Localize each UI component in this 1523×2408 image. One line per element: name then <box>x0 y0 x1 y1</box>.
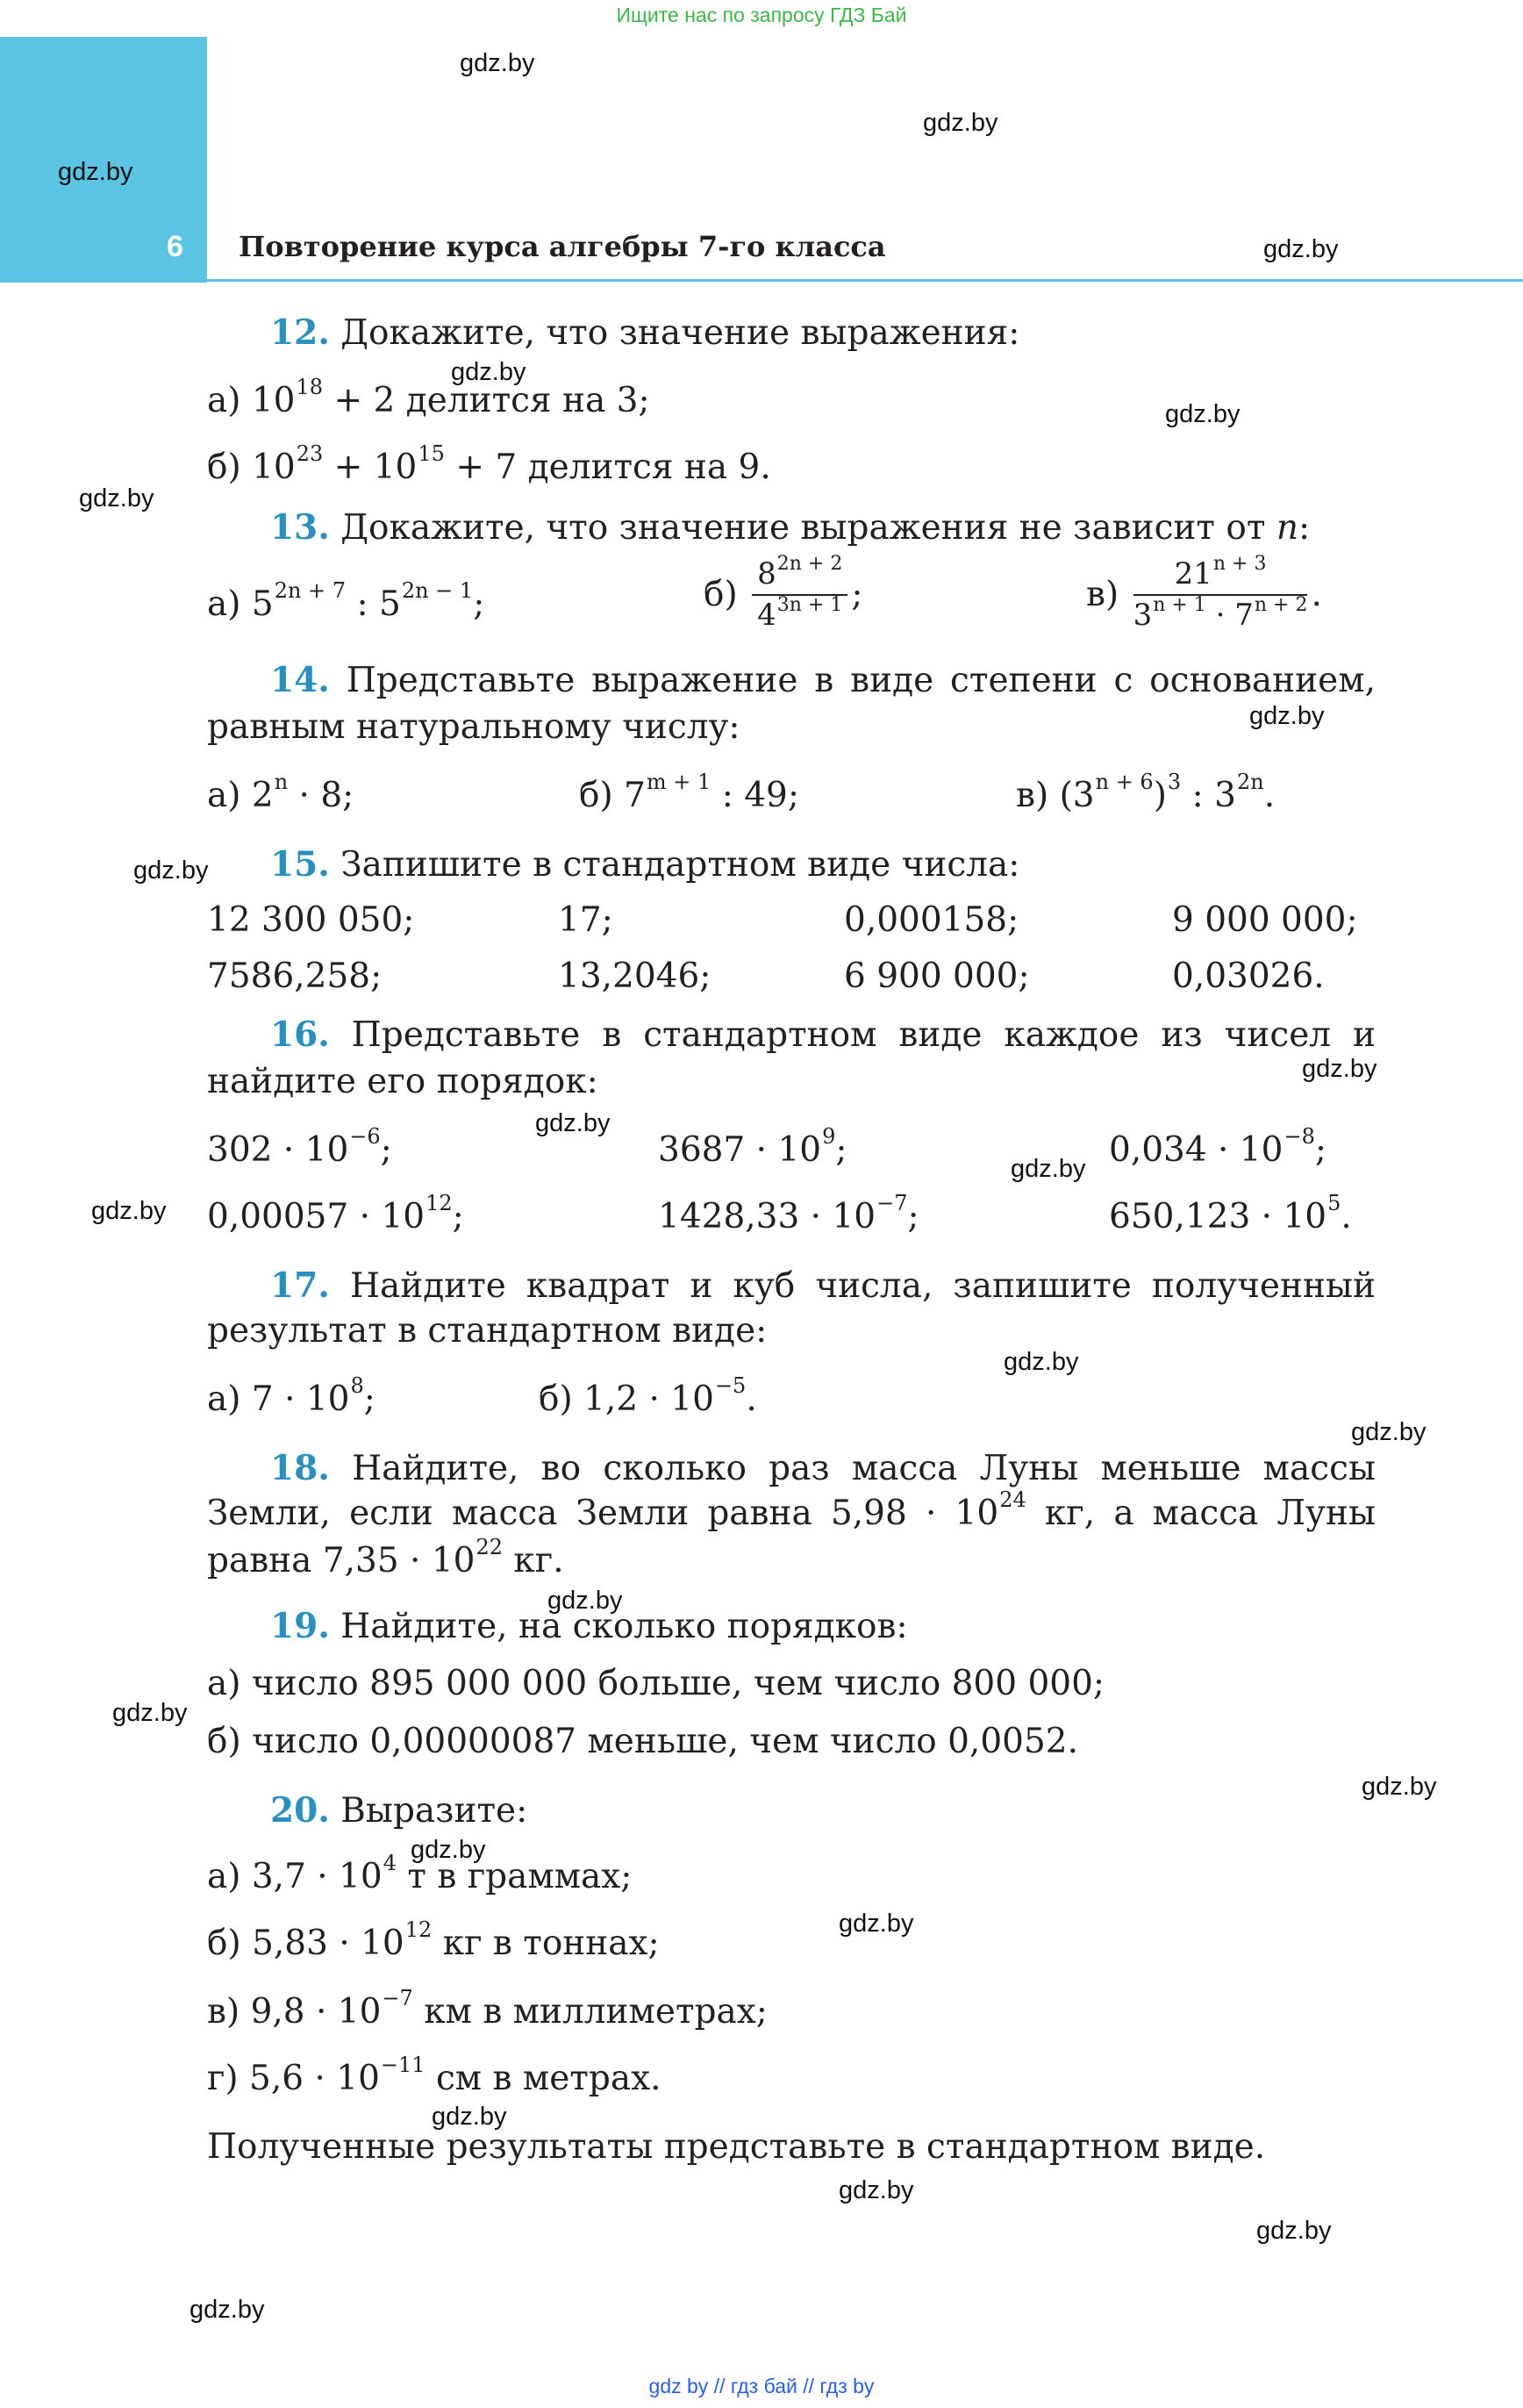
watermark: gdz.by <box>1256 2217 1332 2245</box>
problem-18-statement-2: Земли, если масса Земли равна $5,98 \cdot 10^{24}$ кг, а масса Луны <box>207 1487 1376 1533</box>
problem-13-a: а) $5^{2n + 7}$ : $5^{2n - 1}$; <box>207 578 485 624</box>
problem-13-c: в) $\frac{21^{n + 3}}{3^{n + 1} \cdot 7^{n + 2}}$ . <box>1086 553 1322 633</box>
watermark: gdz.by <box>923 109 998 137</box>
problem-20-final: Полученные результаты представьте в стандартном виде. <box>207 2127 1266 2167</box>
problem-14-statement-2: равным натуральному числу: <box>207 707 740 747</box>
problem-15-cell: 9 000 000; <box>1172 900 1358 940</box>
problem-15-cell: 0,000158; <box>844 900 1019 940</box>
fraction: $\frac{21^{n + 3}}{3^{n + 1} \cdot 7^{n + 2}}$ <box>1133 553 1308 633</box>
problem-19-b: б) число 0,00000087 меньше, чем число 0,0052. <box>207 1722 1078 1761</box>
page-number: 6 <box>167 230 183 263</box>
problem-16-item: $0,00057 \cdot 10^{12}$; <box>207 1191 464 1236</box>
problem-15-cell: 0,03026. <box>1172 957 1325 996</box>
watermark: gdz.by <box>1011 1155 1086 1183</box>
problem-15-cell: 12 300 050; <box>207 900 415 940</box>
watermark: gdz.by <box>133 856 209 885</box>
problem-14-a: а) $2^n \cdot 8$; <box>207 770 354 815</box>
problem-16-statement: 16. Представьте в стандартном виде каждое из чисел и <box>270 1014 1376 1055</box>
watermark: gdz.by <box>189 2296 265 2324</box>
problem-15-statement: 15. Запишите в стандартном виде числа: <box>270 844 1020 885</box>
problem-15-cell: 13,2046; <box>558 957 711 996</box>
problem-19-a: а) число 895 000 000 больше, чем число 800 000; <box>207 1664 1105 1703</box>
watermark: gdz.by <box>547 1587 623 1615</box>
watermark: gdz.by <box>839 1910 914 1938</box>
problem-20-statement: 20. Выразите: <box>270 1790 528 1831</box>
watermark: gdz.by <box>839 2176 914 2204</box>
watermark: gdz.by <box>1362 1773 1437 1801</box>
problem-20-d: г) $5,6 \cdot 10^{-11}$ см в метрах. <box>207 2053 661 2098</box>
problem-16-item: $302 \cdot 10^{-6}$; <box>207 1124 392 1170</box>
problem-14-b: б) $7^{m + 1}$ : 49; <box>579 770 800 815</box>
problem-15-cell: 6 900 000; <box>844 957 1030 996</box>
fraction: $\frac{8^{2n + 2}}{4^{3n + 1}}$ <box>752 556 847 634</box>
problem-12-statement: 12. Докажите, что значение выражения: <box>270 312 1020 353</box>
problem-20-a: а) $3,7 \cdot 10^4$ т в граммах; <box>207 1851 633 1896</box>
watermark: gdz.by <box>1351 1418 1426 1446</box>
problem-14-c: в) $(3^{n + 6})^3$ : $3^{2n}$. <box>1016 770 1276 815</box>
watermark: gdz.by <box>58 158 133 186</box>
watermark: gdz.by <box>1165 400 1241 428</box>
problem-13-b: б) $\frac{8^{2n + 2}}{4^{3n + 1}}$ ; <box>704 553 863 633</box>
problem-17-statement-2: результат в стандартном виде: <box>207 1311 768 1351</box>
header-rule <box>207 279 1523 282</box>
top-banner: Ищите нас по запросу ГДЗ Бай <box>616 4 907 26</box>
watermark: gdz.by <box>411 1836 486 1864</box>
chapter-title: Повторение курса алгебры 7-го класса <box>239 230 886 263</box>
problem-20-c: в) $9,8 \cdot 10^{-7}$ км в миллиметрах; <box>207 1986 768 2032</box>
problem-17-b: б) $1,2 \cdot 10^{-5}$. <box>539 1373 757 1419</box>
watermark: gdz.by <box>451 358 526 386</box>
watermark: gdz.by <box>535 1109 611 1137</box>
problem-19-statement: 19. Найдите, на сколько порядков: <box>270 1606 908 1646</box>
problem-15-cell: 17; <box>558 900 613 940</box>
problem-16-item: $0,034 \cdot 10^{-8}$; <box>1109 1124 1326 1170</box>
problem-16-item: $650,123 \cdot 10^5$. <box>1109 1191 1352 1236</box>
problem-16-item: $3687 \cdot 10^9$; <box>658 1124 847 1170</box>
watermark: gdz.by <box>112 1699 188 1727</box>
watermark: gdz.by <box>460 49 535 77</box>
watermark: gdz.by <box>1302 1055 1377 1083</box>
problem-18-statement-3: равна $7,35 \cdot 10^{22}$ кг. <box>207 1535 564 1580</box>
watermark: gdz.by <box>432 2103 507 2131</box>
problem-12-a: а) $10^{18} + 2$ делится на 3; <box>207 375 650 420</box>
problem-17-statement: 17. Найдите квадрат и куб числа, запишите полученный <box>270 1265 1376 1306</box>
watermark: gdz.by <box>1263 235 1339 263</box>
problem-16-statement-2: найдите его порядок: <box>207 1062 598 1101</box>
problem-15-cell: 7586,258; <box>207 957 383 996</box>
problem-12-b: б) $10^{23} + 10^{15} + 7$ делится на 9. <box>207 441 771 487</box>
problem-18-statement: 18. Найдите, во сколько раз масса Луны меньше массы <box>270 1448 1376 1488</box>
problem-20-b: б) $5,83 \cdot 10^{12}$ кг в тоннах; <box>207 1917 660 1963</box>
watermark: gdz.by <box>91 1197 167 1225</box>
problem-17-a: а) $7 \cdot 10^8$; <box>207 1373 375 1419</box>
footer-links: gdz by // гдз бай // гдз by <box>648 2375 875 2397</box>
watermark: gdz.by <box>1249 702 1325 730</box>
problem-13-statement: 13. Докажите, что значение выражения не зависит от n: <box>270 507 1311 548</box>
problem-16-item: $1428,33 \cdot 10^{-7}$; <box>658 1191 919 1236</box>
problem-14-statement: 14. Представьте выражение в виде степени с основанием, <box>270 660 1376 700</box>
watermark: gdz.by <box>79 484 154 512</box>
watermark: gdz.by <box>1004 1348 1079 1376</box>
